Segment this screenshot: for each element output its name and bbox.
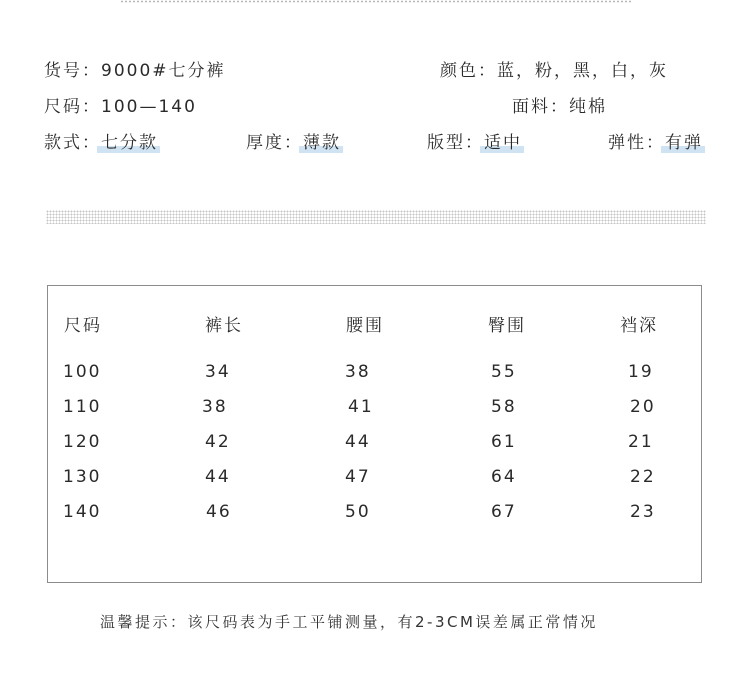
table-cell: 38 bbox=[202, 397, 228, 417]
fit-value: 适中 bbox=[484, 133, 522, 153]
table-cell: 38 bbox=[345, 362, 371, 382]
table-cell: 110 bbox=[63, 397, 102, 417]
style-value: 七分款 bbox=[101, 133, 158, 153]
table-cell: 23 bbox=[630, 502, 656, 522]
table-cell: 42 bbox=[205, 432, 231, 452]
elasticity-value: 有弹 bbox=[665, 133, 703, 153]
top-dotted-rule bbox=[120, 0, 632, 3]
fabric-label: 面料： bbox=[512, 97, 569, 117]
size-range-value: 100—140 bbox=[101, 97, 197, 117]
table-cell: 44 bbox=[205, 467, 231, 487]
size-range-label: 尺码： bbox=[44, 97, 101, 117]
table-cell: 100 bbox=[63, 362, 102, 382]
table-cell: 64 bbox=[491, 467, 517, 487]
style-label: 款式： bbox=[44, 133, 101, 153]
elasticity bbox=[608, 132, 703, 154]
table-header-hip: 臀围 bbox=[488, 316, 526, 336]
colors-value: 蓝，粉，黑，白，灰 bbox=[497, 61, 668, 81]
fabric-value: 纯棉 bbox=[569, 97, 607, 117]
table-header-size: 尺码 bbox=[64, 316, 102, 336]
style bbox=[44, 132, 158, 154]
table-cell: 19 bbox=[628, 362, 654, 382]
dotted-divider bbox=[46, 210, 706, 224]
table-header-waist: 腰围 bbox=[346, 316, 384, 336]
table-cell: 20 bbox=[630, 397, 656, 417]
table-cell: 130 bbox=[63, 467, 102, 487]
item-number-label: 货号： bbox=[44, 61, 101, 81]
table-cell: 47 bbox=[345, 467, 371, 487]
thickness-value: 薄款 bbox=[303, 133, 341, 153]
elasticity-value-highlight bbox=[665, 132, 703, 154]
table-cell: 140 bbox=[63, 502, 102, 522]
style-value-highlight bbox=[101, 132, 158, 154]
fit-label: 版型： bbox=[427, 133, 484, 153]
colors bbox=[440, 60, 668, 82]
table-cell: 120 bbox=[63, 432, 102, 452]
fit bbox=[427, 132, 522, 154]
fit-value-highlight bbox=[484, 132, 522, 154]
measurement-note: 温馨提示：该尺码表为手工平铺测量，有2-3CM误差属正常情况 bbox=[100, 613, 598, 631]
elasticity-label: 弹性： bbox=[608, 133, 665, 153]
item-number bbox=[44, 60, 226, 82]
thickness-label: 厚度： bbox=[246, 133, 303, 153]
table-cell: 67 bbox=[491, 502, 517, 522]
size-range bbox=[44, 96, 197, 118]
table-cell: 61 bbox=[491, 432, 517, 452]
table-header-rise: 裆深 bbox=[620, 316, 658, 336]
size-table bbox=[47, 285, 702, 583]
table-cell: 34 bbox=[205, 362, 231, 382]
thickness-value-highlight bbox=[303, 132, 341, 154]
table-cell: 41 bbox=[348, 397, 374, 417]
table-cell: 58 bbox=[491, 397, 517, 417]
table-cell: 50 bbox=[345, 502, 371, 522]
item-number-value: 9000#七分裤 bbox=[101, 61, 226, 81]
table-cell: 21 bbox=[628, 432, 654, 452]
fabric bbox=[512, 96, 607, 118]
table-cell: 44 bbox=[345, 432, 371, 452]
table-cell: 55 bbox=[491, 362, 517, 382]
thickness bbox=[246, 132, 341, 154]
table-cell: 22 bbox=[630, 467, 656, 487]
table-cell: 46 bbox=[206, 502, 232, 522]
table-header-length: 裤长 bbox=[205, 316, 243, 336]
colors-label: 颜色： bbox=[440, 61, 497, 81]
